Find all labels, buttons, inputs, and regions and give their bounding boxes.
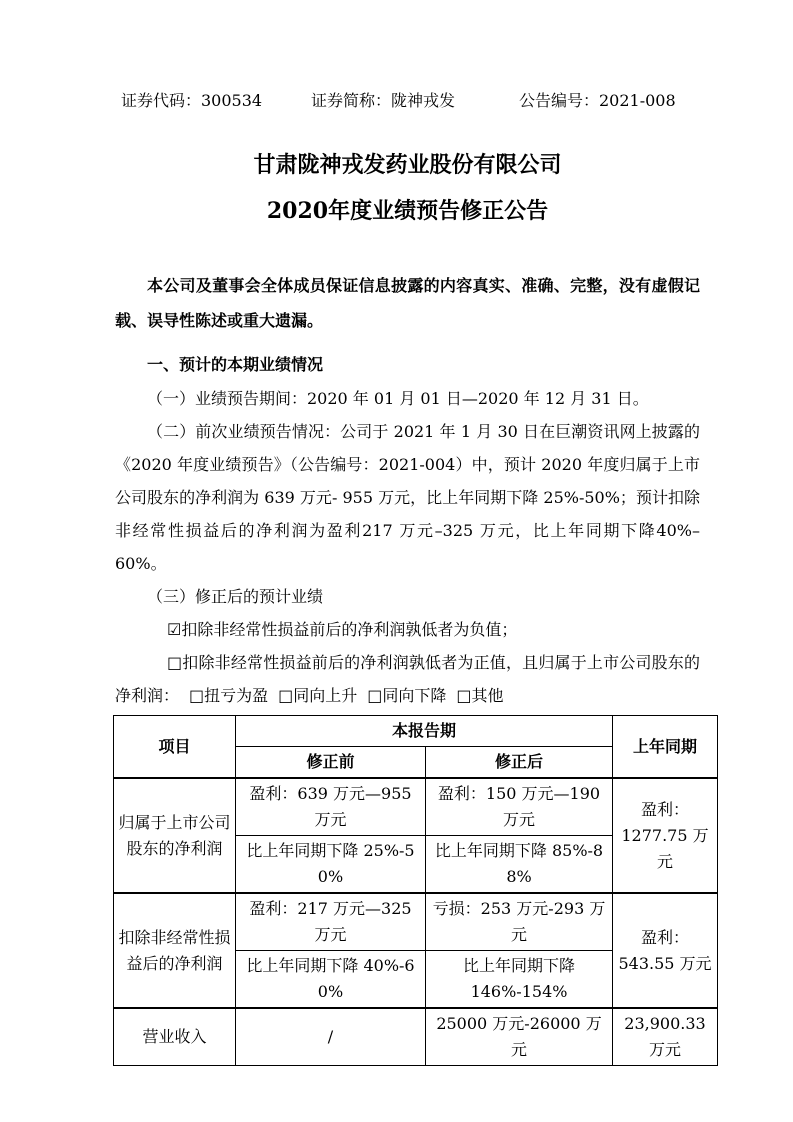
table-header-current-period: 本报告期 (236, 716, 613, 747)
document-content (115, 88, 712, 1066)
checkbox-option-same-direction-down: □同向下降 (367, 686, 447, 705)
cell-deducted-profit-after-value: 亏损：253 万元-293 万元 (426, 893, 613, 951)
cell-revenue-prior-year: 23,900.33 万元 (613, 1008, 718, 1066)
cell-deducted-profit-before-change: 比上年同期下降 40%-60% (236, 951, 426, 1009)
cell-revenue-before-value: / (236, 1008, 426, 1066)
cell-net-profit-prior-year: 盈利： 1277.75 万元 (613, 778, 718, 893)
cell-revenue-after-value: 25000 万元-26000 万元 (426, 1008, 613, 1066)
checkbox-option-turnaround: □扭亏为盈 (189, 686, 269, 705)
announcement-number: 公告编号：2021-008 (519, 91, 676, 110)
disclosure-statement: 本公司及董事会全体成员保证信息披露的内容真实、准确、完整，没有虚假记载、误导性陈述或重大遗漏。 (115, 276, 700, 330)
cell-deducted-profit-before-value: 盈利：217 万元—325 万元 (236, 893, 426, 951)
cell-deducted-profit-after-change: 比上年同期下降 146%-154% (426, 951, 613, 1009)
revised-forecast-item: （三）修正后的预计业绩 (147, 587, 324, 606)
table-row-net-profit (114, 778, 718, 836)
table-header-before-revision: 修正前 (236, 747, 426, 779)
cell-net-profit-before-value: 盈利：639 万元—955 万元 (236, 778, 426, 836)
cell-net-profit-after-value: 盈利：150 万元—190 万元 (426, 778, 613, 836)
previous-forecast-item: （二）前次业绩预告情况：公司于 2021 年 1 月 30 日在巨潮资讯网上披露的《2020 年度业绩预告》（公告编号：2021-004）中，预计 2020 年度归属于上市公司股东的净利润为 639 万元- 955 万元，比上年同期下降 25%-50%；预计扣除非经常性损益后的净利润为盈利217 万元–325 万元，比上年同期下降40%–60%。 (115, 422, 700, 573)
cell-net-profit-after-change: 比上年同期下降 85%-88% (426, 836, 613, 894)
unchecked-checkbox-statement: □扣除非经常性损益前后的净利润孰低者为正值，且归属于上市公司股东的净利润： (115, 653, 700, 705)
checkbox-line-negative (115, 613, 700, 646)
table-header-after-revision: 修正后 (426, 747, 613, 779)
checkbox-option-other: □其他 (456, 686, 504, 705)
cell-deducted-profit-item: 扣除非经常性损益后的净利润 (114, 893, 236, 1008)
cell-deducted-profit-prior-year: 盈利： 543.55 万元 (613, 893, 718, 1008)
stock-abbreviation: 证券简称：陇神戎发 (311, 91, 456, 110)
table-row-deducted-profit (114, 893, 718, 951)
checked-checkbox-statement: ☑扣除非经常性损益前后的净利润孰低者为负值； (167, 620, 518, 639)
cell-revenue-item: 营业收入 (114, 1008, 236, 1066)
forecast-revision-table (113, 715, 718, 1066)
checkbox-line-positive (115, 646, 700, 712)
section-1-heading: 一、预计的本期业绩情况 (147, 355, 324, 374)
stock-code: 证券代码：300534 (121, 91, 263, 110)
document-header (115, 88, 700, 108)
announcement-title: 2020年度业绩预告修正公告 (266, 198, 549, 224)
cell-net-profit-before-change: 比上年同期下降 25%-50% (236, 836, 426, 894)
company-name-title: 甘肃陇神戎发药业股份有限公司 (253, 152, 562, 178)
cell-net-profit-item: 归属于上市公司股东的净利润 (114, 778, 236, 893)
forecast-period-item: （一）业绩预告期间：2020 年 01 月 01 日—2020 年 12 月 31 日。 (147, 389, 649, 408)
table-row-operating-revenue (114, 1008, 718, 1066)
checkbox-option-same-direction-up: □同向上升 (278, 686, 358, 705)
table-header-item: 项目 (114, 716, 236, 779)
table-header-prior-year: 上年同期 (613, 716, 718, 779)
